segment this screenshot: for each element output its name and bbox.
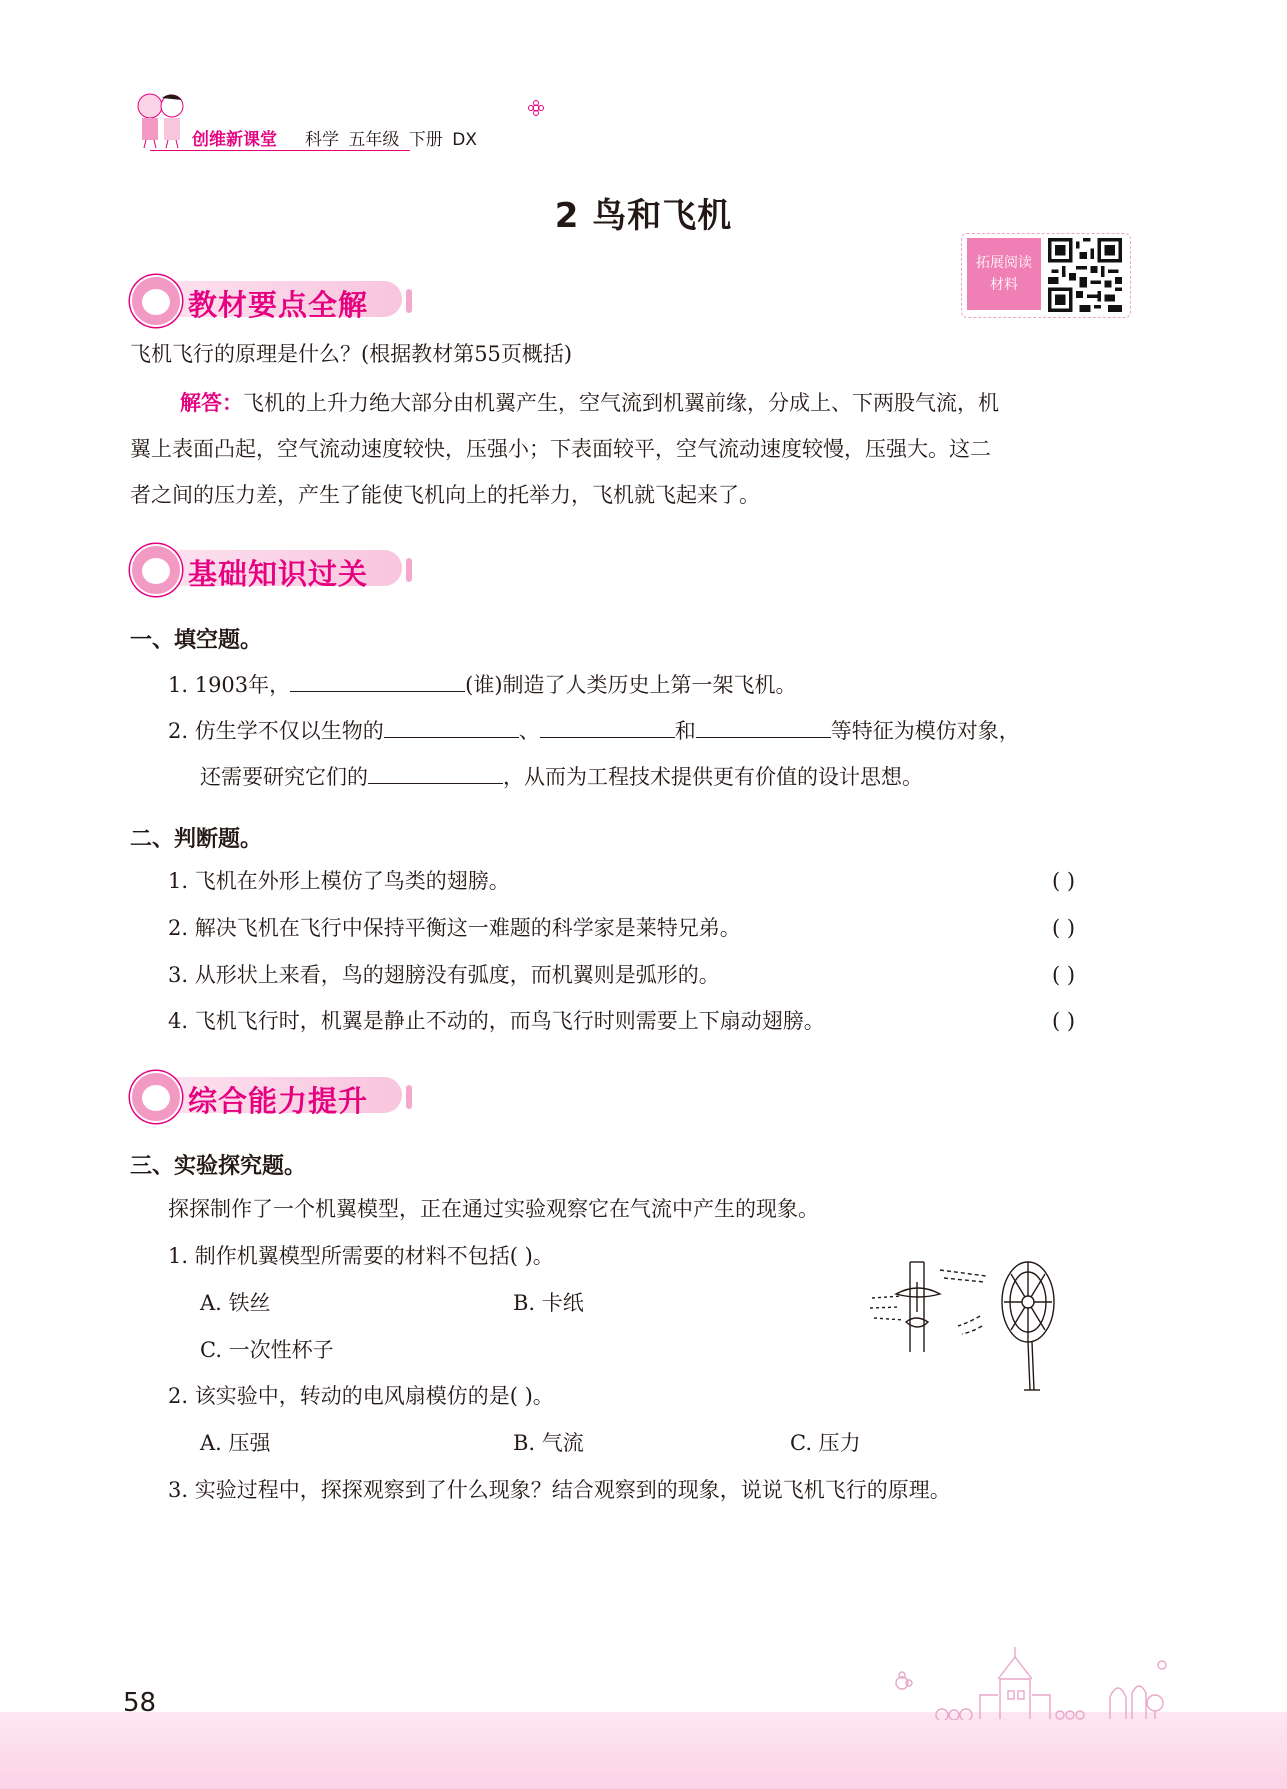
mascot-face-icon <box>130 275 182 327</box>
flower-icon <box>528 100 544 120</box>
answer-blank[interactable] <box>384 713 519 738</box>
footer-band <box>0 1712 1287 1789</box>
answer-blank[interactable] <box>696 713 831 738</box>
experiment-q1-option-a[interactable]: A. 铁丝 <box>200 1291 271 1315</box>
section-banner-advanced: 综合能力提升 <box>130 1071 410 1119</box>
judge-item: 1. 飞机在外形上模仿了鸟类的翅膀。 <box>168 869 510 893</box>
answer-label: 解答： <box>180 391 243 415</box>
mascot-face-icon <box>130 1071 182 1123</box>
judge-answer-paren[interactable]: ( ) <box>1052 963 1076 987</box>
experiment-q2-option-c[interactable]: C. 压力 <box>790 1431 861 1455</box>
section-banner-basics: 基础知识过关 <box>130 544 410 592</box>
castle-decoration-icon <box>880 1645 1170 1720</box>
experiment-q1-option-b[interactable]: B. 卡纸 <box>513 1291 584 1315</box>
answer-blank[interactable] <box>290 667 465 692</box>
header-brand: 创维新课堂 <box>192 130 277 150</box>
key-answer-line-3: 者之间的压力差，产生了能使飞机向上的托举力，飞机就飞起来了。 <box>130 483 760 507</box>
judge-item: 2. 解决飞机在飞行中保持平衡这一难题的科学家是莱特兄弟。 <box>168 916 741 940</box>
lesson-title: 2 鸟和飞机 <box>554 196 733 236</box>
mascot-face-icon <box>130 544 182 596</box>
fill-blank-heading: 一、填空题。 <box>130 628 263 653</box>
key-answer-line-2: 翼上表面凸起，空气流动速度较快，压强小；下表面较平，空气流动速度较慢，压强大。这二 <box>130 437 991 461</box>
key-question: 飞机飞行的原理是什么？(根据教材第55页概括) <box>130 342 573 366</box>
judge-answer-paren[interactable]: ( ) <box>1052 916 1076 940</box>
qr-label: 拓展阅读材料 <box>967 238 1041 310</box>
page-number: 58 <box>123 1688 157 1718</box>
fill-blank-q2-cont: 还需要研究它们的 ，从而为工程技术提供更有价值的设计思想。 <box>200 754 923 800</box>
experiment-q1: 1. 制作机翼模型所需要的材料不包括( )。 <box>168 1244 554 1268</box>
header-subject: 科学 五年级 下册 DX <box>305 130 477 150</box>
experiment-q2-option-a[interactable]: A. 压强 <box>200 1431 271 1455</box>
fill-blank-q1: 1. 1903年， (谁)制造了人类历史上第一架飞机。 <box>168 662 797 708</box>
experiment-q2-option-b[interactable]: B. 气流 <box>513 1431 584 1455</box>
header-mascot-icon <box>130 88 190 150</box>
answer-blank[interactable] <box>540 713 675 738</box>
experiment-q3: 3. 实验过程中，探探观察到了什么现象？结合观察到的现象，说说飞机飞行的原理。 <box>168 1478 951 1502</box>
fill-blank-q2: 2. 仿生学不仅以生物的 、 和 等特征为模仿对象， <box>168 708 1020 754</box>
experiment-q2: 2. 该实验中，转动的电风扇模仿的是( )。 <box>168 1384 554 1408</box>
judge-heading: 二、判断题。 <box>130 827 263 852</box>
qr-code-icon[interactable] <box>1048 238 1122 312</box>
wing-fan-experiment-illustration <box>868 1252 1078 1397</box>
experiment-heading: 三、实验探究题。 <box>130 1154 307 1179</box>
judge-item: 4. 飞机飞行时，机翼是静止不动的，而鸟飞行时则需要上下扇动翅膀。 <box>168 1009 825 1033</box>
header-divider <box>150 150 410 151</box>
judge-answer-paren[interactable]: ( ) <box>1052 1009 1076 1033</box>
answer-blank[interactable] <box>368 759 503 784</box>
section-banner-key-points: 教材要点全解 <box>130 275 410 323</box>
experiment-q1-option-c[interactable]: C. 一次性杯子 <box>200 1338 334 1362</box>
experiment-intro: 探探制作了一个机翼模型，正在通过实验观察它在气流中产生的现象。 <box>168 1197 819 1221</box>
key-answer-line-1: 解答：飞机的上升力绝大部分由机翼产生，空气流到机翼前缘，分成上、下两股气流，机 <box>180 391 999 415</box>
judge-answer-paren[interactable]: ( ) <box>1052 869 1076 893</box>
judge-item: 3. 从形状上来看，鸟的翅膀没有弧度，而机翼则是弧形的。 <box>168 963 720 987</box>
